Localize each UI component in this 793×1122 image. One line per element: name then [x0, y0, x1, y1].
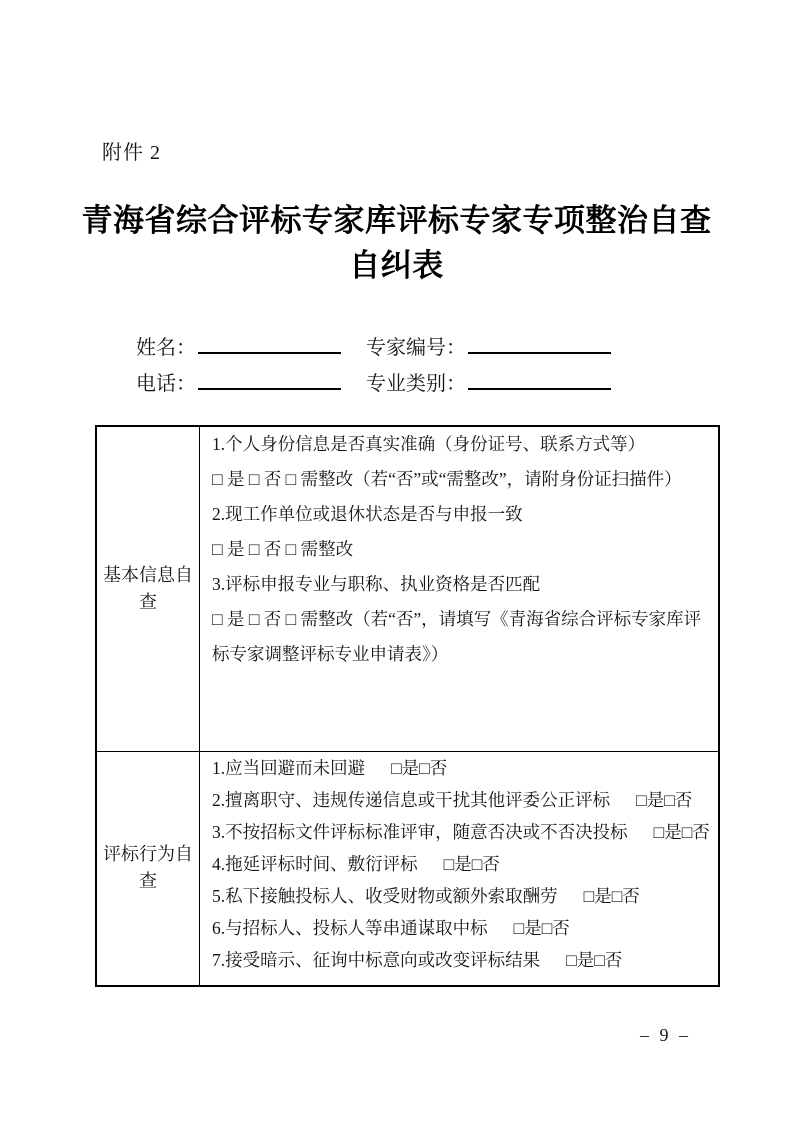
page-title-line1: 青海省综合评标专家库评标专家专项整治自查	[81, 203, 712, 238]
table-row-basic-info	[96, 426, 719, 751]
expert-no-field-label: 专家编号：	[366, 337, 466, 359]
expert-no-blank-line	[468, 331, 611, 354]
question-line	[212, 944, 710, 976]
checkbox-options: □ 是 □ 否 □ 需整改	[212, 539, 354, 559]
checkbox-options: □ 是 □ 否 □ 需整改（若“否”或“需整改”，请附身份证扫描件）	[212, 469, 682, 489]
expert-no-field	[366, 331, 611, 360]
checkbox-options: □是□否	[653, 821, 710, 842]
phone-field	[136, 367, 341, 396]
question-line	[212, 567, 710, 602]
options-line	[212, 532, 710, 567]
question-line	[212, 427, 710, 462]
checkbox-options: □是□否	[391, 757, 448, 778]
options-line	[212, 602, 710, 672]
table-row-evaluation-behavior	[96, 751, 719, 986]
category-field-label: 专业类别：	[366, 373, 466, 395]
options-line	[212, 462, 710, 497]
checkbox-options: □是□否	[443, 853, 500, 874]
page-title	[0, 198, 793, 288]
question-text: 2.现工作单位或退休状态是否与申报一致	[212, 504, 523, 524]
question-line	[212, 752, 710, 784]
question-line	[212, 784, 710, 816]
question-text: 6.与招标人、投标人等串通谋取中标	[212, 917, 488, 938]
checkbox-options: □是□否	[513, 917, 570, 938]
checkbox-options: □是□否	[566, 949, 623, 970]
category-blank-line	[468, 367, 611, 390]
name-field-label: 姓名：	[136, 337, 196, 359]
question-text: 3.不按招标文件评标标准评审，随意否决或不否决投标	[212, 821, 628, 842]
name-blank-line	[198, 331, 341, 354]
row-header-basic-info: 基本信息自查	[96, 426, 200, 751]
question-line	[212, 497, 710, 532]
category-field	[366, 367, 611, 396]
question-text: 1.应当回避而未回避	[212, 757, 366, 778]
name-field	[136, 331, 341, 360]
question-line	[212, 816, 710, 848]
question-text: 7.接受暗示、征询中标意向或改变评标结果	[212, 949, 541, 970]
question-line	[212, 912, 710, 944]
checkbox-options: □是□否	[583, 885, 640, 906]
question-text: 1.个人身份信息是否真实准确（身份证号、联系方式等）	[212, 434, 646, 454]
question-line	[212, 848, 710, 880]
question-text: 4.拖延评标时间、敷衍评标	[212, 853, 418, 874]
basic-info-content-cell	[200, 426, 719, 751]
page-title-line2: 自纠表	[349, 248, 444, 283]
phone-field-label: 电话：	[136, 373, 196, 395]
question-text: 5.私下接触投标人、收受财物或额外索取酬劳	[212, 885, 558, 906]
self-check-table	[95, 425, 720, 987]
phone-blank-line	[198, 367, 341, 390]
question-text: 3.评标申报专业与职称、执业资格是否匹配	[212, 574, 541, 594]
page-number: – 9 –	[640, 1025, 691, 1045]
attachment-label: 附件 2	[102, 142, 161, 164]
row-header-evaluation-behavior: 评标行为自查	[96, 751, 200, 986]
question-text: 2.擅离职守、违规传递信息或干扰其他评委公正评标	[212, 789, 611, 810]
checkbox-options: □ 是 □ 否 □ 需整改（若“否”，请填写《青海省综合评标专家库评标专家调整评标专业申请表》）	[212, 609, 702, 664]
evaluation-behavior-content-cell	[200, 751, 719, 986]
question-line	[212, 880, 710, 912]
checkbox-options: □是□否	[636, 789, 693, 810]
